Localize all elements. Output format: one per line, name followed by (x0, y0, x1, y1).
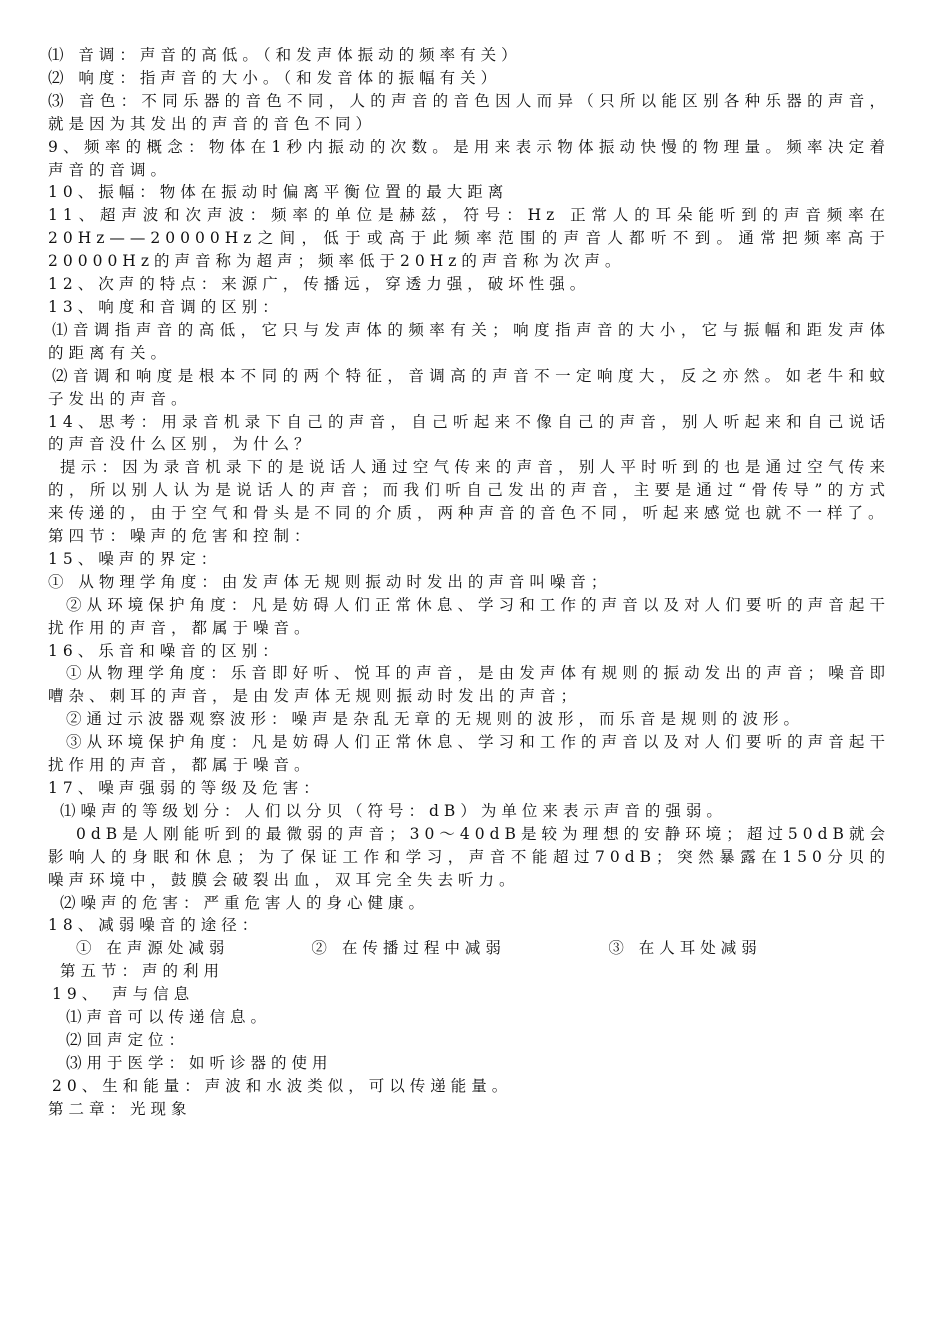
section-heading-noise: 第四节：噪声的危害和控制： (48, 527, 315, 546)
list-item-medical-use: ⑶用于医学：如听诊器的使用 (66, 1053, 333, 1072)
paragraph-timbre: ⑶ 音色：不同乐器的音色不同，人的声音的音色因人而异（只所以能区别各种乐器的声音，就是因为其发出的声音的音色不同） (48, 91, 890, 133)
heading-loudness-pitch-difference: 13、响度和音调的区别： (48, 297, 283, 316)
paragraph-noise-harm: ⑵噪声的危害：严重危害人的身心健康。 (60, 893, 430, 912)
paragraph-frequency: 9、频率的概念：物体在1秒内振动的次数。是用来表示物体振动快慢的物理量。频率决定着声音的音调。 (48, 137, 890, 179)
paragraph-noise-physics: ① 从物理学角度：由发声体无规则振动时发出的声音叫噪音； (48, 572, 612, 591)
heading-noise-levels: 17、噪声强弱的等级及危害： (48, 779, 324, 797)
chapter-heading-light: 第二章：光现象 (48, 1099, 192, 1118)
paragraph-sound-energy: 20、生和能量：声波和水波类似，可以传递能量。 (52, 1076, 513, 1095)
heading-music-noise-difference: 16、乐音和噪音的区别： (48, 641, 283, 660)
paragraph-noise-level-division: ⑴噪声的等级划分：人们以分贝（符号：dB）为单位来表示声音的强弱。 (60, 801, 727, 820)
paragraph-hint: 提示：因为录音机录下的是说话人通过空气传来的声音，别人平时听到的也是通过空气传来的，所以别人认为是说话人的声音；而我们听自己发出的声音，主要是通过“骨传导”的方式来传递的，由于空气和骨头是不同的介质，两种声音的音色不同，听起来感觉也就不一样了。 (48, 458, 890, 523)
heading-noise-definition: 15、噪声的界定： (48, 549, 222, 568)
document-page (48, 44, 890, 1121)
paragraph-amplitude: 10、振幅：物体在振动时偏离平衡位置的最大距离 (48, 183, 509, 202)
paragraph-difference-2: ⑵音调和响度是根本不同的两个特征，音调高的声音不一定响度大，反之亦然。如老牛和蚊子发出的声音。 (48, 366, 890, 408)
paragraph-think-question: 14、思考：用录音机录下自己的声音，自己听起来不像自己的声音，别人听起来和自己说话的声音没什么区别，为什么？ (48, 412, 890, 454)
paragraph-difference-oscilloscope: ②通过示波器观察波形：噪声是杂乱无章的无规则的波形，而乐音是规则的波形。 (66, 710, 805, 729)
list-item-echolocation: ⑵回声定位： (66, 1030, 190, 1049)
heading-noise-reduction: 18、减弱噪音的途径： (48, 916, 263, 935)
paragraph-decibel-examples: 0dB是人刚能听到的最微弱的声音；30～40dB是较为理想的安静环境；超过50dB就会影响人的身眠和休息；为了保证工作和学习，声音不能超过70dB；突然暴露在150分贝的噪声环境中，鼓膜会破裂出血，双耳完全失去听力。 (48, 824, 890, 889)
paragraph-difference-physics: ①从物理学角度：乐音即好听、悦耳的声音，是由发声体有规则的振动发出的声音；噪音即嘈杂、刺耳的声音，是由发声体无规则振动时发出的声音； (48, 664, 890, 706)
heading-sound-information: 19、 声与信息 (52, 985, 195, 1004)
paragraph-ultrasound-infrasound: 11、超声波和次声波：频率的单位是赫兹，符号：Hz 正常人的耳朵能听到的声音频率在20Hz——20000Hz之间，低于或高于此频率范围的声音人都听不到。通常把频率高于20000Hz的声音称为超声；频率低于20Hz的声音称为次声。 (48, 206, 890, 271)
list-item-transmit-info: ⑴声音可以传递信息。 (66, 1008, 272, 1027)
section-heading-sound-use: 第五节：声的利用 (60, 962, 225, 981)
paragraph-difference-environment: ③从环境保护角度：凡是妨碍人们正常休息、学习和工作的声音以及对人们要听的声音起干扰作用的声音，都属于噪音。 (48, 733, 890, 775)
paragraph-infrasound-features: 12、次声的特点：来源广，传播远，穿透力强，破坏性强。 (48, 275, 591, 294)
paragraph-pitch: ⑴ 音调：声音的高低。（和发声体振动的频率有关） (48, 46, 522, 64)
paragraph-noise-environment: ②从环境保护角度：凡是妨碍人们正常休息、学习和工作的声音以及对人们要听的声音起干扰作用的声音，都属于噪音。 (48, 595, 890, 637)
paragraph-loudness: ⑵ 响度：指声音的大小。（和发音体的振幅有关） (48, 68, 502, 87)
paragraph-noise-reduction-ways: ① 在声源处减弱 ② 在传播过程中减弱 ③ 在人耳处减弱 (76, 939, 762, 958)
paragraph-difference-1: ⑴音调指声音的高低，它只与发声体的频率有关；响度指声音的大小，它与振幅和距发声体的距离有关。 (48, 320, 890, 362)
